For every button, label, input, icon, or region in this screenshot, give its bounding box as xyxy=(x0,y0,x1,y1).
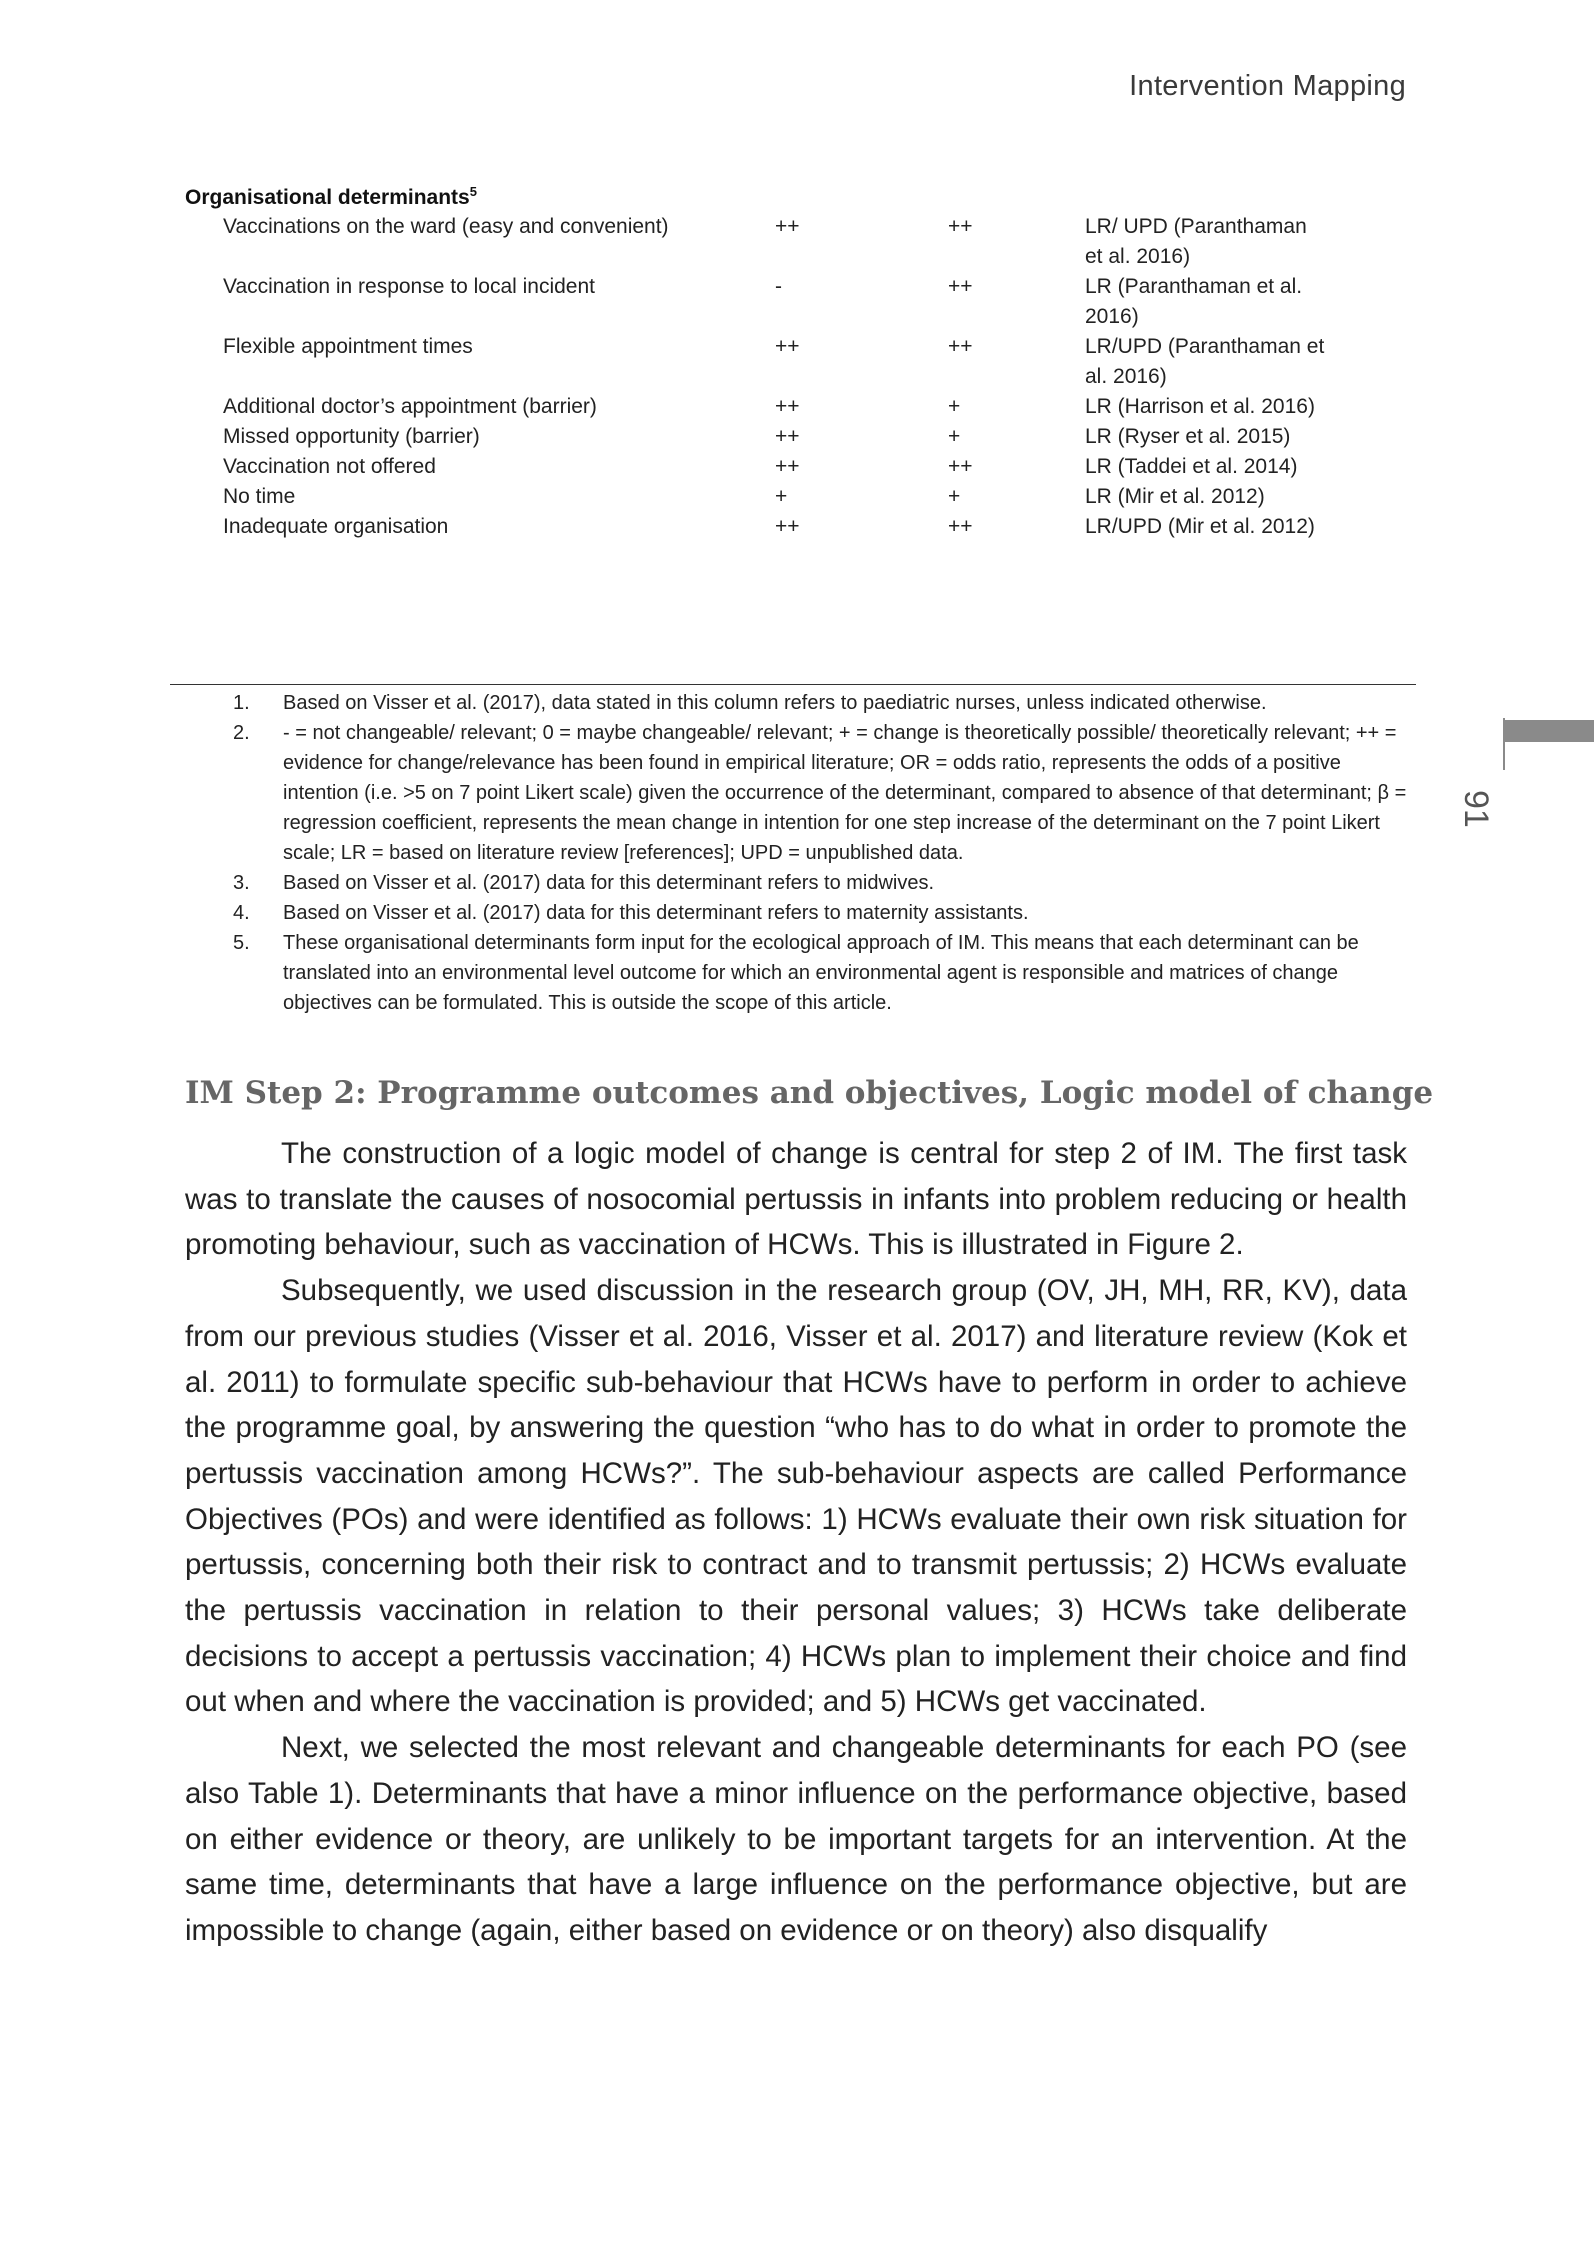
footnote xyxy=(233,868,1413,898)
changeability-value: ++ xyxy=(775,515,800,538)
determinant-label: Vaccinations on the ward (easy and convenient) xyxy=(223,215,669,238)
body-text xyxy=(185,1131,1407,1954)
table-row xyxy=(185,212,1416,272)
section-heading: IM Step 2: Programme outcomes and objectives, Logic model of change xyxy=(185,1075,1434,1111)
table-row xyxy=(185,452,1416,482)
table-row xyxy=(185,512,1416,542)
table-row xyxy=(185,392,1416,422)
relevance-value: ++ xyxy=(948,455,973,478)
page-number: 91 xyxy=(1457,790,1495,828)
footnote xyxy=(233,898,1413,928)
determinant-label: Flexible appointment times xyxy=(223,335,473,358)
relevance-value: ++ xyxy=(948,335,973,358)
source-reference: LR/UPD (Paranthaman et al. 2016) xyxy=(1085,335,1325,388)
relevance-value: ++ xyxy=(948,275,973,298)
determinant-label: Missed opportunity (barrier) xyxy=(223,425,480,448)
table-row xyxy=(185,272,1416,332)
paragraph: The construction of a logic model of change is central for step 2 of IM. The first task was to translate the causes of nosocomial pertussis in infants into problem reducing or health promoting behaviour, such as vaccination of HCWs. This is illustrated in Figure 2. xyxy=(185,1137,1407,1262)
footnote-text: Based on Visser et al. (2017) data for this determinant refers to maternity assistants. xyxy=(283,902,1029,924)
footnote-text: - = not changeable/ relevant; 0 = maybe changeable/ relevant; + = change is theoretically possible/ theoretically relevant; ++ = evidence for change/relevance has been found in empirical literature; OR = odds ratio, represents the odds of a positive intention (i.e. >5 on 7 point Likert scale) given the occurrence of the determinant, compared to absence of that determinant; β = regression coefficient, represents the mean change in intention for one step increase of the determinant on the 7 point Likert scale; LR = based on literature review [references]; UPD = unpublished data. xyxy=(283,722,1407,864)
footnote-marker: 5 xyxy=(469,184,477,199)
footnote-text: These organisational determinants form input for the ecological approach of IM. This means that each determinant can be translated into an environmental level outcome for which an environmental agent is responsible and matrices of change objectives can be formulated. This is outside the scope of this article. xyxy=(283,932,1359,1014)
footnote-text: Based on Visser et al. (2017) data for this determinant refers to midwives. xyxy=(283,872,935,894)
relevance-value: ++ xyxy=(948,515,973,538)
determinant-label: Inadequate organisation xyxy=(223,515,449,538)
footnote-number: 2. xyxy=(233,722,250,744)
determinant-label: Additional doctor’s appointment (barrier) xyxy=(223,395,597,418)
relevance-value: + xyxy=(948,395,961,418)
changeability-value: - xyxy=(775,275,782,298)
relevance-value: + xyxy=(948,425,961,448)
footnote xyxy=(233,688,1413,718)
footnote-number: 3. xyxy=(233,872,250,894)
changeability-value: ++ xyxy=(775,215,800,238)
source-reference: LR (Harrison et al. 2016) xyxy=(1085,395,1315,418)
footnote xyxy=(233,718,1413,868)
source-reference: LR/ UPD (Paranthaman et al. 2016) xyxy=(1085,215,1307,268)
changeability-value: ++ xyxy=(775,425,800,448)
source-reference: LR (Ryser et al. 2015) xyxy=(1085,425,1291,448)
determinant-label: No time xyxy=(223,485,296,508)
table-section-title: Organisational determinants$^5$ xyxy=(185,184,477,209)
paragraph: Subsequently, we used discussion in the research group (OV, JH, MH, RR, KV), data from our previous studies (Visser et al. 2016, Visser et al. 2017) and literature review (Kok et al. 2011) to formulate specific sub-behaviour that HCWs have to perform in order to achieve the programme goal, by answering the question “who has to do what in order to promote the pertussis vaccination among HCWs?”. The sub-behaviour aspects are called Performance Objectives (POs) and were identified as follows: 1) HCWs evaluate their own risk situation for pertussis, concerning both their risk to contract and to transmit pertussis; 2) HCWs evaluate the pertussis vaccination in relation to their personal values; 3) HCWs take deliberate decisions to accept a pertussis vaccination; 4) HCWs plan to implement their choice and find out when and where the vaccination is provided; and 5) HCWs get vaccinated. xyxy=(185,1274,1407,1719)
table-bottom-rule xyxy=(170,684,1416,685)
footnote xyxy=(233,928,1413,1018)
changeability-value: + xyxy=(775,485,788,508)
footnote-text: Based on Visser et al. (2017), data stated in this column refers to paediatric nurses, unless indicated otherwise. xyxy=(283,692,1267,714)
source-reference: LR (Paranthaman et al. 2016) xyxy=(1085,275,1303,328)
table-footnotes xyxy=(233,688,1413,1018)
footnote-number: 1. xyxy=(233,692,250,714)
changeability-value: ++ xyxy=(775,395,800,418)
table-row xyxy=(185,482,1416,512)
determinants-table xyxy=(185,178,1416,542)
paragraph: Next, we selected the most relevant and changeable determinants for each PO (see also Table 1). Determinants that have a minor influence on the performance objective, based on either evidence or theory, are unlikely to be important targets for an intervention. At the same time, determinants that have a large influence on the performance objective, but are impossible to change (again, either based on evidence or on theory) also disqualify xyxy=(185,1731,1407,1947)
changeability-value: ++ xyxy=(775,335,800,358)
determinant-label: Vaccination not offered xyxy=(223,455,436,478)
relevance-value: + xyxy=(948,485,961,508)
page-side-tab xyxy=(1504,720,1594,742)
changeability-value: ++ xyxy=(775,455,800,478)
source-reference: LR (Mir et al. 2012) xyxy=(1085,485,1265,508)
source-reference: LR (Taddei et al. 2014) xyxy=(1085,455,1298,478)
footnote-number: 5. xyxy=(233,932,250,954)
source-reference: LR/UPD (Mir et al. 2012) xyxy=(1085,515,1315,538)
determinant-label: Vaccination in response to local incident xyxy=(223,275,596,298)
table-row xyxy=(185,422,1416,452)
running-head: Intervention Mapping xyxy=(1129,70,1406,102)
footnote-number: 4. xyxy=(233,902,250,924)
relevance-value: ++ xyxy=(948,215,973,238)
table-row xyxy=(185,332,1416,392)
